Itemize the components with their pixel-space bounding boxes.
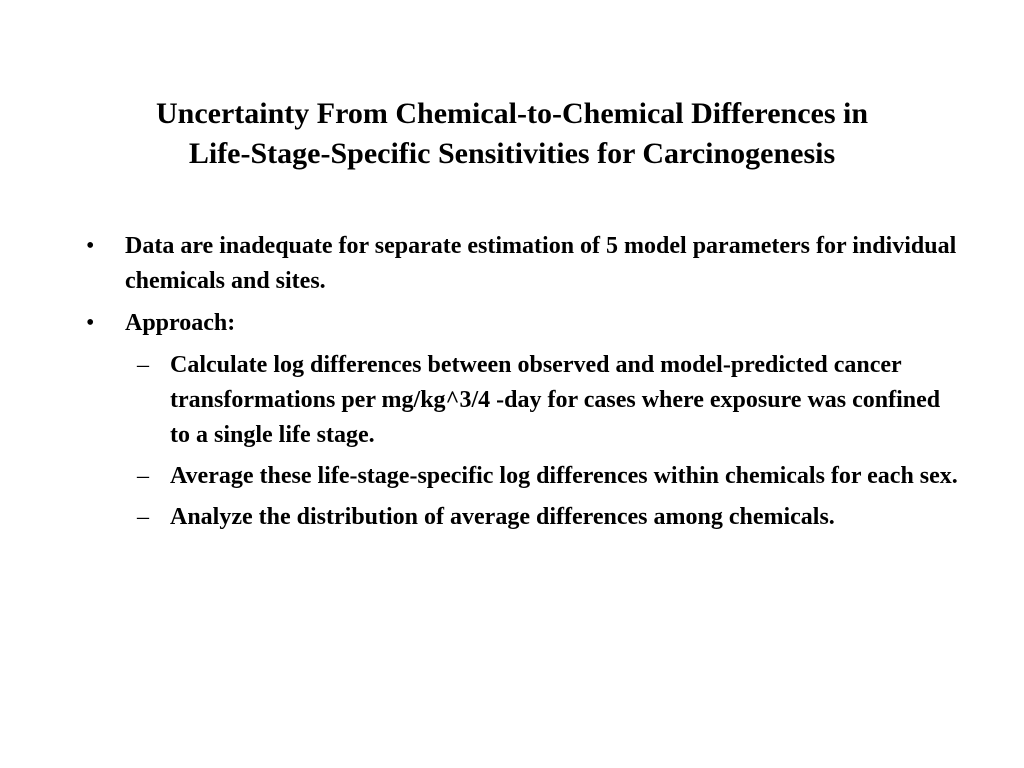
sub-bullet-marker: – xyxy=(137,352,149,378)
sub-bullet-item xyxy=(84,500,964,535)
bullet-marker: • xyxy=(86,310,95,336)
sub-bullet-marker: – xyxy=(137,463,149,489)
bullet-text: Data are inadequate for separate estimation of 5 model parameters for individual chemicals and sites. xyxy=(125,233,957,294)
sub-bullet-item xyxy=(84,348,964,453)
sub-bullet-text: Calculate log differences between observed and model-predicted cancer transformations per mg/kg^3/4 -day for cases where exposure was confined to a single life stage. xyxy=(170,352,941,448)
bullet-text: Approach: xyxy=(125,310,236,336)
sub-bullet-text: Analyze the distribution of average differences among chemicals. xyxy=(170,504,835,530)
title-line-2: Life-Stage-Specific Sensitivities for Carcinogenesis xyxy=(188,137,836,170)
slide-body xyxy=(84,229,964,535)
bullet-item xyxy=(84,306,964,341)
sub-bullet-marker: – xyxy=(137,504,149,530)
sub-bullet-item xyxy=(84,459,964,494)
slide-title xyxy=(60,94,964,174)
title-line-1: Uncertainty From Chemical-to-Chemical Differences in xyxy=(155,97,869,130)
bullet-item xyxy=(84,229,964,299)
bullet-marker: • xyxy=(86,233,95,259)
sub-bullet-text: Average these life-stage-specific log differences within chemicals for each sex. xyxy=(170,463,958,489)
